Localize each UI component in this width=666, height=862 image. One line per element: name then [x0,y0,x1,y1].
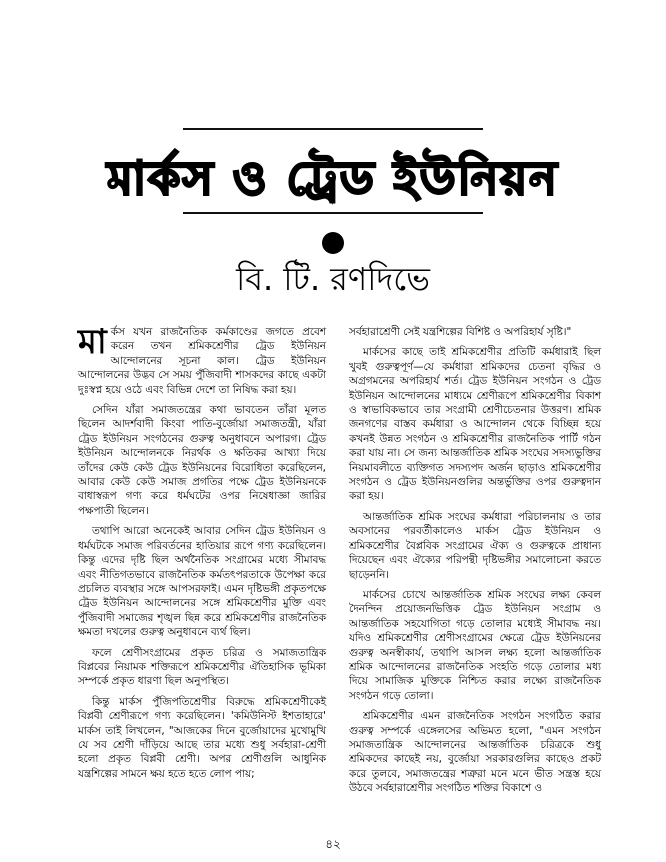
paragraph [78,322,326,397]
paragraph: মার্কসের কাছে তাই শ্রমিকশ্রেণীর প্রতিটি কর্মধারাই ছিল খুবই গুরুত্বপূর্ণ—যে কর্মধারা শ্রমিকদের চেতনা বৃদ্ধির ও অগ্রগমনের অপরিহার্য শর্ত। ট্রেড ইউনিয়ন সংগঠন ও ট্রেড ইউনিয়ন আন্দোলনের মাধ্যমে শ্রেণীরূপে শ্রমিকশ্রেণীর বিকাশ ও স্বাভাবিকভাবে তার সংগ্রামী শ্রেণীচেতনার উত্তরণ। শ্রমিক জনগণের বাস্তব কর্মধারা ও আন্দোলন থেকে বিচ্ছিন্ন হয়ে কখনই উন্নত সংগঠন ও শ্রমিকশ্রেণীর রাজনৈতিক পার্টি গঠন করা যায় না। সে জন্য আন্তর্জাতিক শ্রমিক সংঘের সদস্যভুক্তির নিয়মাবলীতে ব্যক্তিগত সদস্যপদ অর্জন ছাড়াও শ্রমিকশ্রেণীর সংগঠন ও ট্রেড ইউনিয়নগুলির অন্তর্ভুক্তির ওপর গুরুত্বদান করা হয়। [349,346,601,503]
article-title: মার্কস ও ট্রেড ইউনিয়ন [107,151,559,205]
paragraph-text: র্কস যখন রাজনৈতিক কর্মকাণ্ডের জগতে প্রবেশ করেন তখন শ্রমিকশ্রেণীর ট্রেড ইউনিয়ন আন্দোলনের সূচনা কাল। ট্রেড ইউনিয়ন আন্দোলনের উদ্ভব সে সময় পুঁজিবাদী শাসকদের কাছে একটা দুঃস্বপ্ন হয়ে ওঠে এবং বিভিন্ন দেশে তা নিষিদ্ধ করা হয়। [78,326,326,396]
author-name: বি. টি. রণদিভে [236,260,430,298]
paragraph: কিন্তু মার্কস পুঁজিপতিশ্রেণীর বিরুদ্ধে শ্রমিকশ্রেণীকেই বিপ্লবী শ্রেণীরূপে গণ্য করেছিলেন। 'কমিউনিস্ট ইশতাহারে' মার্কস তাই লিখলেন, "আজকের দিনে বুর্জোয়াদের মুখোমুখি যে সব শ্রেণী দাঁড়িয়ে আছে তার মধ্যে শুধু সর্বহারা-শ্রেণী হলো প্রকৃত বিপ্লবী শ্রেণী। অপর শ্রেণীগুলি আধুনিক যন্ত্রশিল্পের সামনে ক্ষয় হতে হতে লোপ পায়; [78,695,326,780]
left-column [78,322,326,787]
paragraph: সর্বহারাশ্রেণী সেই যন্ত্রশিল্পের বিশিষ্ট ও অপরিহার্য সৃষ্টি।" [349,326,572,338]
paragraph: তথাপি আরো অনেকেই আবার সেদিন ট্রেড ইউনিয়ন ও ধর্মঘটকে সমাজ পরিবর্তনের হাতিয়ার রূপে গণ্য করেছিলেন। কিন্তু এদের দৃষ্টি ছিল অর্থনৈতিক সংগ্রামের মধ্যে সীমাবদ্ধ এবং নীতিগতভাবে রাজনৈতিক কর্মতৎপরতাকে উপেক্ষা করে প্রচলিত ব্যবস্থার সঙ্গে আপসরফাই। এমন দৃষ্টিভঙ্গী প্রকৃতপক্ষে ট্রেড ইউনিয়ন আন্দোলনের সঙ্গে শ্রমিকশ্রেণীর মুক্তি এবং পুঁজিবাদী সমাজের শৃঙ্খল ছিন্ন করে শ্রমিকশ্রেণীর রাজনৈতিক ক্ষমতা দখলের গুরুত্ব অনুধাবনে ব্যর্থ ছিল। [78,525,326,639]
title-rule-bottom [183,212,483,214]
drop-cap: মা [78,322,107,362]
paragraph: ফলে শ্রেণীসংগ্রামের প্রকৃত চরিত্র ও সমাজতান্ত্রিক বিপ্লবের নিয়ামক শক্তিরূপে শ্রমিকশ্রেণীর ঐতিহাসিক ভূমিকা সম্পর্কে প্রকৃত ধারণা ছিল অনুপস্থিত। [78,646,326,688]
title-rule-top [183,128,483,130]
paragraph: আন্তর্জাতিক শ্রমিক সংঘের কর্মধারা পরিচালনায় ও তার অবসানের পরবর্তীকালেও মার্কস ট্রেড ইউনিয়ন ও শ্রমিকশ্রেণীর বৈপ্লবিক সংগ্রামের ঐক্য ও গুরুত্বকে প্রাধান্য দিয়েছেন এবং ঐক্যের পরিপন্থী দৃষ্টিভঙ্গীর সমালোচনা করতে ছাড়েননি। [349,510,601,581]
paragraph: শ্রমিকশ্রেণীর এমন রাজনৈতিক সংগঠন সংগঠিত করার গুরুত্ব সম্পর্কে এঙ্গেলসের অভিমত হলো, "এমন সংগঠন সমাজতান্ত্রিক আন্দোলনের আন্তর্জাতিক চরিত্রকে শুধু শ্রমিকদের কাছেই নয়, বুর্জোয়া সরকারগুলির কাছেও প্রকট করে তুলবে, সমাজতন্ত্রের শত্রুরা মনে মনে ভীত সন্ত্রস্ত হয়ে উঠবে সর্বহারাশ্রেণীর সংগঠিত শক্তির বিকাশে ও [349,710,601,795]
paragraph: মার্কসের চোখে আন্তর্জাতিক শ্রমিক সংঘের লক্ষ্য কেবল দৈনন্দিন প্রয়োজনভিত্তিক ট্রেড ইউনিয়ন সংগ্রাম ও আন্তর্জাতিক সহযোগিতা গড়ে তোলার মধ্যেই সীমাবদ্ধ নয়। যদিও শ্রমিকশ্রেণীর শ্রেণীসংগ্রামের ক্ষেত্রে ট্রেড ইউনিয়নের গুরুত্ব অনস্বীকার্য, তথাপি আসল লক্ষ্য হলো আন্তর্জাতিক শ্রমিক আন্দোলনের রাজনৈতিক সংহতি গড়ে তোলার মধ্য দিয়ে সামাজিক মুক্তিকে নিশ্চিত করার লক্ষ্যে রাজনৈতিক সংগঠন গড়ে তোলা। [349,588,601,702]
paragraph: সেদিন যাঁরা সমাজতন্ত্রের কথা ভাবতেন তাঁরা মূলত ছিলেন আদর্শবাদী কিংবা পাতি-বুর্জোয়া সমাজতন্ত্রী, যাঁরা ট্রেড ইউনিয়ন সংগঠনের গুরুত্ব অনুধাবনে অপারগ। ট্রেড ইউনিয়ন আন্দোলনকে নিরর্থক ও ক্ষতিকর আখ্যা দিয়ে তাঁদের কেউ কেউ ট্রেড ইউনিয়নের বিরোধিতা করেছিলেন, আবার কেউ কেউ সমাজ প্রগতির পক্ষে ট্রেড ইউনিয়নকে বাধাস্বরূপ গণ্য করে ধর্মঘটের ওপর নিষেধাজ্ঞা জারির পক্ষপাতী ছিলেন। [78,404,326,517]
right-column [349,325,601,802]
page-number: ৪২ [325,837,341,851]
bullet-dot-icon [322,232,344,254]
